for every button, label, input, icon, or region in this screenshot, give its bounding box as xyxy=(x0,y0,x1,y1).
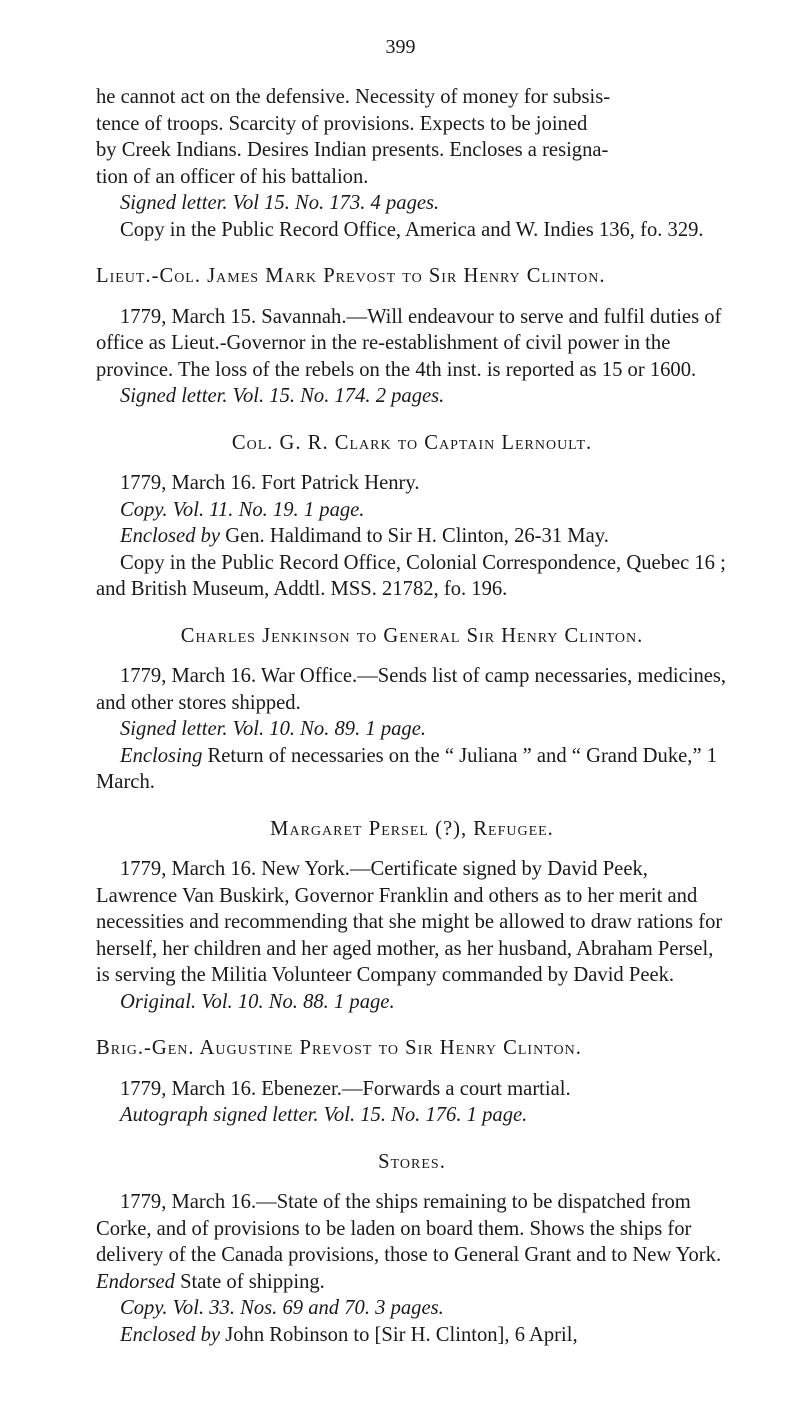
entry-text-part: State of shipping. xyxy=(174,1270,325,1293)
entry-persel xyxy=(96,816,728,1016)
entry-note: Copy in the Public Record Office, Colonial Correspondence, Quebec 16 ; and British Museum, Addtl. MSS. 21782, fo. 196. xyxy=(96,551,726,600)
entry-stores xyxy=(96,1149,728,1349)
enclosure-label: Enclosed by xyxy=(120,525,221,547)
entry-augustine-prevost xyxy=(96,1035,728,1129)
page-body xyxy=(96,84,728,1368)
enclosure-text: Gen. Haldimand to Sir H. Clinton, 26-31 May. xyxy=(220,525,609,547)
entry-text: 1779, March 16. War Office.—Sends list of camp necessaries, medicines, and other stores shipped. xyxy=(96,665,727,714)
entry-meta: Signed letter. Vol. 15. No. 174. 2 pages. xyxy=(120,385,445,407)
entry-heading: Margaret Persel (?), Refugee. xyxy=(270,817,554,840)
entry-meta: Copy. Vol. 11. No. 19. 1 page. xyxy=(120,498,365,521)
entry-meta: Original. Vol. 10. No. 88. 1 page. xyxy=(120,990,395,1013)
entry-text: 1779, March 16. New York.—Certificate signed by David Peek, Lawrence Van Buskirk, Governor Franklin and others as to her merit and necessities and recommending that she might be allowed to draw rations for herself, her children and her aged mother, as her husband, Abraham Persel, is serving the Militia Volunteer Company commanded by David Peek. xyxy=(96,858,723,986)
enclosure-label: Enclosed by xyxy=(120,1323,221,1346)
entry-text-part: 1779, March 16.—State of the ships remaining to be dispatched from Corke, and of provisions to be laden on board them. Shows the ships for delivery of the Canada provisions, those to General Grant and to New York. xyxy=(96,1191,722,1266)
entry-text: 1779, March 16. Ebenezer.—Forwards a court martial. xyxy=(120,1077,571,1100)
entry-continuation xyxy=(96,84,728,243)
entry-clark-lernoult xyxy=(96,430,728,603)
entry-heading: Lieut.-Col. James Mark Prevost to Sir Henry Clinton. xyxy=(96,265,606,287)
entry-note: Copy in the Public Record Office, America and W. Indies 136, fo. 329. xyxy=(120,218,704,241)
entry-meta: Autograph signed letter. Vol. 15. No. 176. 1 page. xyxy=(120,1104,528,1126)
enclosure-text: Return of necessaries on the “ Juliana ” and “ Grand Duke,” 1 March. xyxy=(96,744,718,793)
entry-heading: Col. G. R. Clark to Captain Lernoult. xyxy=(231,431,593,454)
entry-heading: Brig.-Gen. Augustine Prevost to Sir Henry Clinton. xyxy=(96,1037,582,1059)
entry-prevost-clinton xyxy=(96,263,728,410)
entry-meta: Signed letter. Vol 15. No. 173. 4 pages. xyxy=(120,192,440,214)
entry-text: 1779, March 15. Savannah.—Will endeavour to serve and fulfil duties of office as Lieut.-Governor in the re-establishment of civil power in the province. The loss of the rebels on the 4th inst. is reported as 15 or 1600. xyxy=(96,305,722,381)
enclosure-label: Enclosing xyxy=(120,744,203,767)
entry-text xyxy=(96,1189,728,1295)
page-number: 399 xyxy=(385,36,416,58)
entry-enclosure xyxy=(96,743,728,796)
body-line: tion of an officer of his battalion. xyxy=(96,165,369,188)
entry-heading: Charles Jenkinson to General Sir Henry Clinton. xyxy=(180,624,644,647)
entry-enclosure xyxy=(96,1322,728,1349)
entry-text: 1779, March 16. Fort Patrick Henry. xyxy=(120,472,420,494)
entry-heading: Stores. xyxy=(378,1150,446,1173)
entry-jenkinson-clinton xyxy=(96,623,728,796)
entry-meta: Signed letter. Vol. 10. No. 89. 1 page. xyxy=(120,718,427,740)
body-line: by Creek Indians. Desires Indian presents. Encloses a resigna- xyxy=(96,139,609,161)
entry-meta: Copy. Vol. 33. Nos. 69 and 70. 3 pages. xyxy=(120,1297,444,1319)
body-line: tence of troops. Scarcity of provisions. Expects to be joined xyxy=(96,112,588,135)
body-line: he cannot act on the defensive. Necessity of money for subsis- xyxy=(96,86,611,108)
enclosure-text: John Robinson to [Sir H. Clinton], 6 April, xyxy=(220,1323,578,1346)
entry-enclosure xyxy=(96,523,728,550)
endorsed-label: Endorsed xyxy=(96,1270,175,1293)
